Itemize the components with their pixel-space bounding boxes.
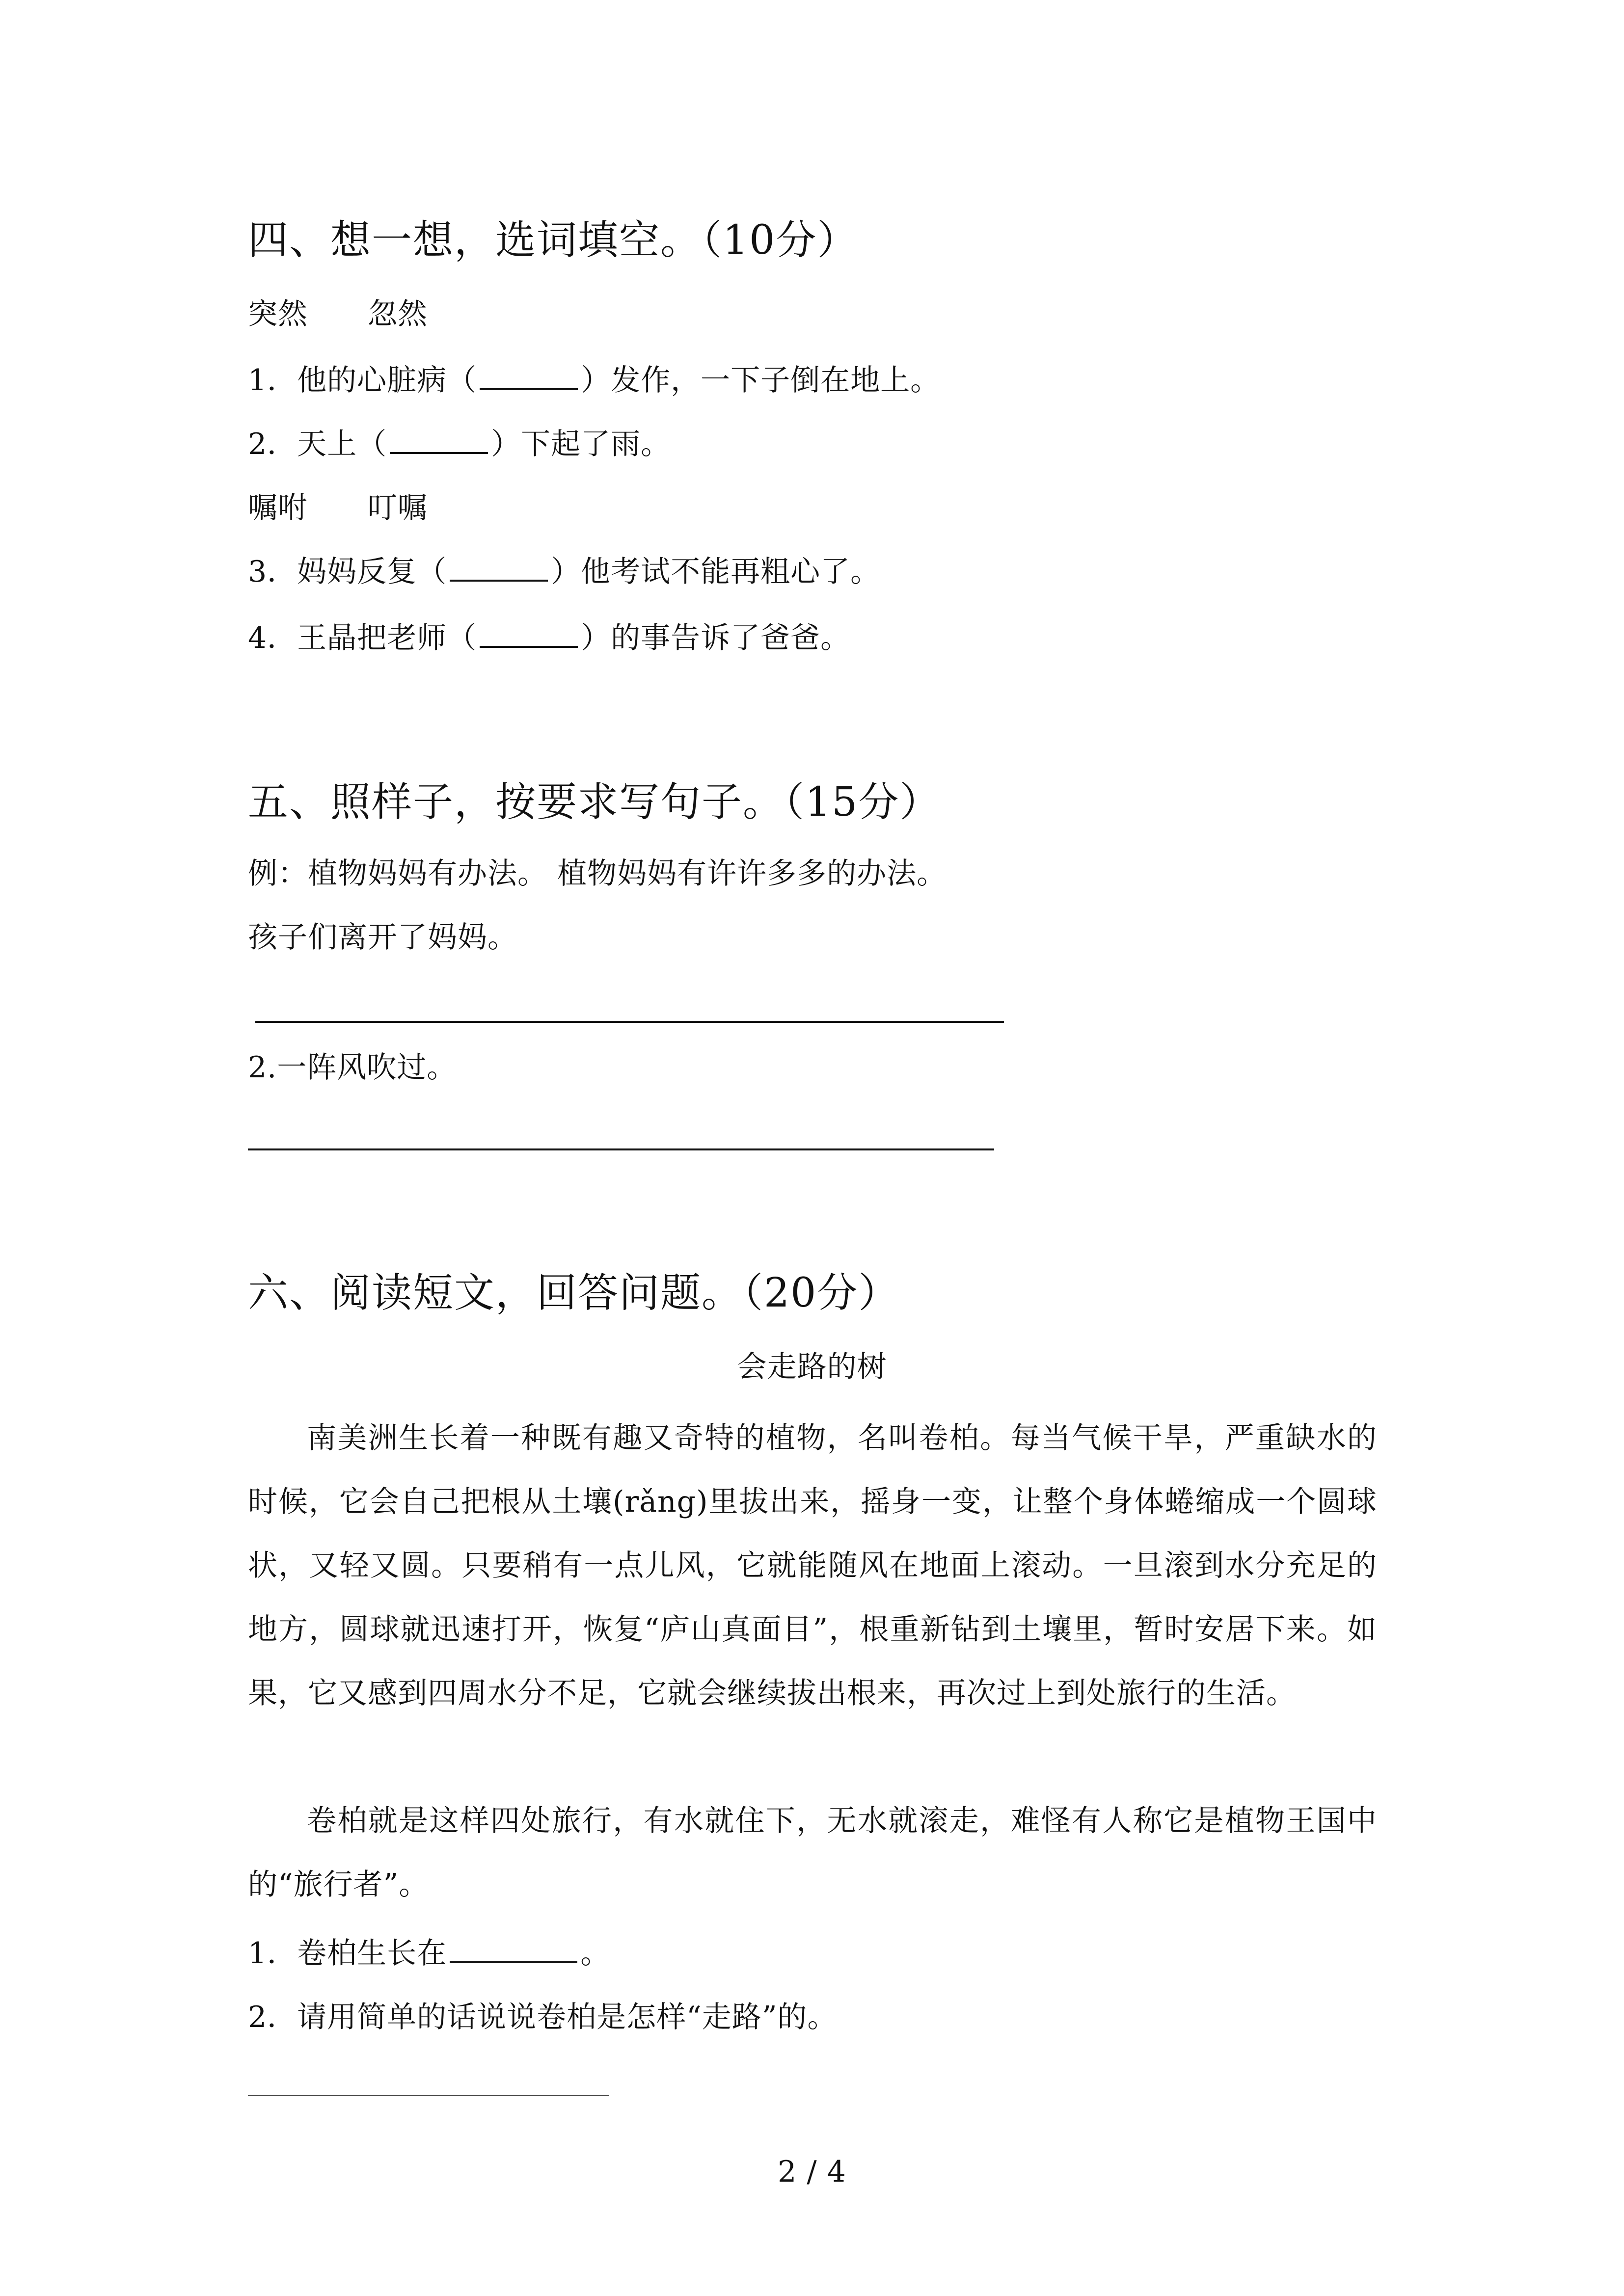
section-5-question-1: 孩子们离开了妈妈。 — [248, 920, 517, 955]
question-3-text-after: ）他考试不能再粗心了。 — [551, 555, 881, 589]
question-2-text-before: 2．天上（ — [248, 427, 387, 461]
section-4-question-4 — [248, 618, 850, 658]
question-4-text-after: ）的事告诉了爸爸。 — [581, 621, 851, 655]
passage-paragraph-1: 南美洲生长着一种既有趣又奇特的植物，名叫卷柏。每当气候干旱，严重缺水的时候，它会自己把根从土壤(rǎng)里拔出来，摇身一变，让整个身体蜷缩成一个圆球状，又轻又圆。只要稍有一点儿风，它就能随风在地面上滚动。一旦滚到水分充足的地方，圆球就迅速打开，恢复“庐山真面目”，根重新钻到土壤里，暂时安居下来。如果，它又感到四周水分不足，它就会继续拔出根来，再次过上到处旅行的生活。 — [248, 1421, 1377, 1710]
answer-blank-3[interactable] — [450, 555, 548, 582]
section-5-title: 五、照样子，按要求写句子。（15分） — [248, 779, 941, 826]
section-5-example: 例：植物妈妈有办法。 植物妈妈有许许多多的办法。 — [248, 856, 947, 891]
answer-blank-4[interactable] — [480, 621, 578, 648]
question-3-text-before: 3．妈妈反复（ — [248, 555, 447, 589]
section-4-question-1 — [248, 361, 940, 400]
reading-answer-line[interactable] — [248, 2095, 609, 2096]
section-4-word-group-2: 嘱咐 叮嘱 — [248, 491, 428, 525]
page-number: 2 / 4 — [778, 2155, 846, 2189]
reading-question-1-text-after: 。 — [580, 1936, 611, 1971]
reading-question-1-text-before: 1．卷柏生长在 — [248, 1936, 447, 1971]
passage-paragraph-2: 卷柏就是这样四处旅行，有水就住下，无水就滚走，难怪有人称它是植物王国中的“旅行者”。 — [248, 1804, 1377, 1902]
question-1-text-before: 1．他的心脏病（ — [248, 363, 477, 398]
section-5-question-2: 2.一阵风吹过。 — [248, 1050, 457, 1085]
section-6-question-1 — [248, 1934, 610, 1973]
section-4-word-group-1: 突然 忽然 — [248, 297, 428, 331]
section-4-question-2 — [248, 425, 671, 464]
question-4-text-before: 4．王晶把老师（ — [248, 621, 477, 655]
passage-title: 会走路的树 — [737, 1350, 887, 1384]
section-6-title: 六、阅读短文，回答问题。（20分） — [248, 1270, 900, 1316]
question-1-text-after: ）发作，一下子倒在地上。 — [581, 363, 941, 398]
answer-blank-1[interactable] — [480, 364, 578, 390]
section-4-question-3 — [248, 552, 880, 591]
question-2-text-after: ）下起了雨。 — [491, 427, 671, 461]
reading-answer-blank-1[interactable] — [450, 1937, 577, 1963]
answer-blank-2[interactable] — [390, 427, 488, 454]
answer-line-1[interactable] — [255, 1021, 1004, 1023]
section-4-title: 四、想一想，选词填空。（10分） — [248, 217, 859, 264]
answer-line-2[interactable] — [248, 1148, 994, 1150]
section-6-question-2: 2．请用简单的话说说卷柏是怎样“走路”的。 — [248, 2000, 838, 2034]
